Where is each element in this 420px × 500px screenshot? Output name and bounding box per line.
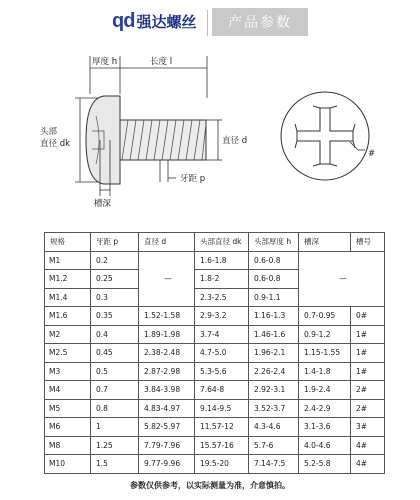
screw-head: [86, 96, 120, 184]
header-cell: 头部厚度 h: [249, 233, 299, 252]
cell-diameter: 1.89-1.98: [139, 325, 195, 344]
section-title: 产品参数: [212, 8, 308, 36]
cell-pitch: 0.4: [91, 325, 139, 344]
cell-pitch: 0.35: [91, 307, 139, 326]
cell-diameter: 2.38-2.48: [139, 344, 195, 363]
cell-diameter: 5.82-5.97: [139, 418, 195, 437]
cell-slot-no: 1#: [351, 344, 385, 363]
table-row: [45, 344, 385, 363]
cell-spec: M2.5: [45, 344, 91, 363]
cell-head-dia: 15.57-16: [195, 436, 249, 455]
cell-slot-depth: 1.15-1.55: [299, 344, 351, 363]
cell-slot-depth: 2.4-2.9: [299, 399, 351, 418]
cell-spec: M3: [45, 362, 91, 381]
cell-head-dia: 2.3-2.5: [195, 288, 249, 307]
cell-head-h: 3.52-3.7: [249, 399, 299, 418]
cell-slot-no: 2#: [351, 381, 385, 400]
label-head-line1: 头部: [40, 127, 58, 137]
table-row: [45, 362, 385, 381]
cell-slot-depth: 0.9-1.2: [299, 325, 351, 344]
cell-head-dia: 9.14-9.5: [195, 399, 249, 418]
cell-pitch: 0.25: [91, 270, 139, 289]
cell-slot-no: 4#: [351, 436, 385, 455]
cell-pitch: 0.45: [91, 344, 139, 363]
cell-head-h: 2.92-3.1: [249, 381, 299, 400]
cell-head-dia: 2.9-3.2: [195, 307, 249, 326]
header-divider: [207, 10, 208, 36]
cell-spec: M1.4: [45, 288, 91, 307]
cell-head-h: 5.7-6: [249, 436, 299, 455]
cell-head-h: 2.26-2.4: [249, 362, 299, 381]
label-slot-no: #: [368, 149, 376, 159]
cell-slot-depth: 1.9-2.4: [299, 381, 351, 400]
cell-slot-depth: 1.4-1.8: [299, 362, 351, 381]
table-row: [45, 455, 385, 474]
cell-spec: M10: [45, 455, 91, 474]
cell-slot-no: 4#: [351, 455, 385, 474]
label-head-line2: 直径 dk: [40, 139, 71, 149]
cell-slot-no: 3#: [351, 418, 385, 437]
spec-table-wrapper: [44, 232, 384, 474]
brand-name: 强达螺丝: [136, 12, 197, 31]
cell-slot-no: 0#: [351, 307, 385, 326]
cell-head-h: 1.16-1.3: [249, 307, 299, 326]
header-cell: 直径 d: [139, 233, 195, 252]
header-cell: 头部直径 dk: [195, 233, 249, 252]
cell-head-dia: 5.3-5.6: [195, 362, 249, 381]
cell-head-dia: 4.7-5.0: [195, 344, 249, 363]
cell-diameter: 7.79-7.96: [139, 436, 195, 455]
cell-diameter: 1.52-1.58: [139, 307, 195, 326]
cell-spec: M1.2: [45, 270, 91, 289]
cell-diameter: 2.87-2.98: [139, 362, 195, 381]
cell-spec: M6: [45, 418, 91, 437]
cell-spec: M2: [45, 325, 91, 344]
cell-pitch: 1: [91, 418, 139, 437]
label-length: 长度 l: [150, 57, 173, 67]
cell-head-dia: 19.5-20: [195, 455, 249, 474]
cell-head-dia: 1.8-2: [195, 270, 249, 289]
table-row: [45, 436, 385, 455]
cell-head-dia: 11.57-12: [195, 418, 249, 437]
cell-head-h: 4.3-4.6: [249, 418, 299, 437]
cell-slot-no: 1#: [351, 325, 385, 344]
table-row: [45, 418, 385, 437]
cell-pitch: 0.2: [91, 251, 139, 270]
label-slot: 槽深: [94, 199, 112, 209]
brand-logo: [112, 8, 196, 34]
cell-head-dia: 7.64-8: [195, 381, 249, 400]
label-thickness: 厚度 h: [92, 57, 118, 67]
label-diameter: 直径 d: [222, 136, 248, 146]
table-row: [45, 251, 385, 270]
cell-pitch: 1.25: [91, 436, 139, 455]
cell-head-h: 0.9-1.1: [249, 288, 299, 307]
table-row: [45, 307, 385, 326]
table-row: [45, 381, 385, 400]
page-header: [0, 0, 420, 46]
cell-pitch: 0.3: [91, 288, 139, 307]
table-header-row: [45, 233, 385, 252]
cell-slot-depth: 5.2-5.8: [299, 455, 351, 474]
header-cell: 槽号: [351, 233, 385, 252]
cell-pitch: 1.5: [91, 455, 139, 474]
cell-head-h: 1.96-2.1: [249, 344, 299, 363]
cell-head-h: 0.6-0.8: [249, 251, 299, 270]
table-row: [45, 325, 385, 344]
cell-slot-depth: 3.1-3.6: [299, 418, 351, 437]
label-pitch: 牙距 p: [180, 174, 206, 184]
cross-slot: [295, 106, 355, 166]
screw-drawing: [0, 46, 420, 218]
cell-head-h: 7.14-7.5: [249, 455, 299, 474]
header-cell: 规格: [45, 233, 91, 252]
cell-spec: M1: [45, 251, 91, 270]
cell-pitch: 0.7: [91, 381, 139, 400]
cell-slot-merged: —: [299, 251, 385, 307]
cell-diameter-merged: —: [139, 251, 195, 307]
header-cell: 槽深: [299, 233, 351, 252]
cell-head-dia: 1.6-1.8: [195, 251, 249, 270]
cell-slot-depth: 0.7-0.95: [299, 307, 351, 326]
cell-slot-no: 2#: [351, 399, 385, 418]
cell-slot-depth: 4.0-4.6: [299, 436, 351, 455]
cell-pitch: 0.8: [91, 399, 139, 418]
cell-pitch: 0.5: [91, 362, 139, 381]
table-row: [45, 399, 385, 418]
cell-spec: M4: [45, 381, 91, 400]
cell-head-h: 1.46-1.6: [249, 325, 299, 344]
cell-head-dia: 3.7-4: [195, 325, 249, 344]
header-cell: 牙距 p: [91, 233, 139, 252]
cell-diameter: 3.84-3.98: [139, 381, 195, 400]
cell-head-h: 0.6-0.8: [249, 270, 299, 289]
cell-spec: M8: [45, 436, 91, 455]
cell-spec: M5: [45, 399, 91, 418]
cell-spec: M1.6: [45, 307, 91, 326]
screw-top-view: [281, 92, 369, 180]
cell-slot-no: 1#: [351, 362, 385, 381]
cell-diameter: 9.77-9.96: [139, 455, 195, 474]
cell-diameter: 4.83-4.97: [139, 399, 195, 418]
spec-table: [44, 232, 385, 474]
brand-mark: qd: [112, 9, 135, 32]
footer-note: 参数仅供参考，以实际测量为准，介意慎拍。: [130, 481, 290, 490]
